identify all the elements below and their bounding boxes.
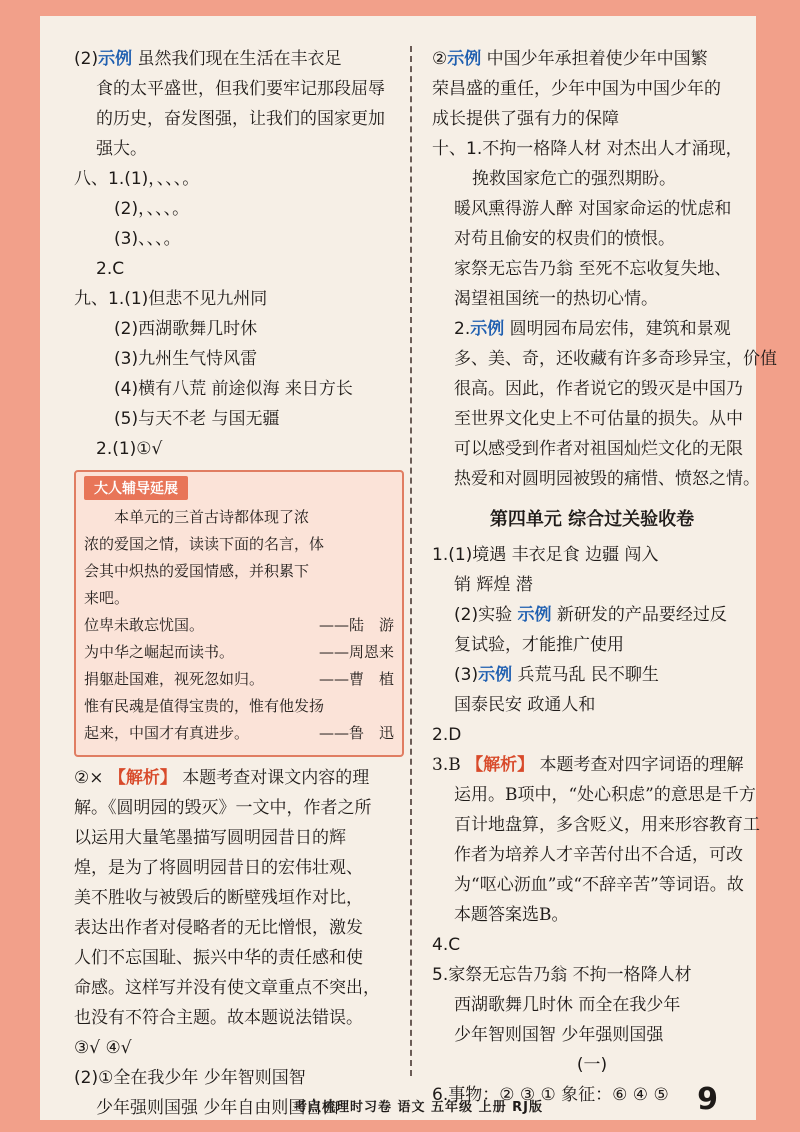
answer-line: (3)、、、。 — [114, 229, 181, 249]
answer-line: (3)九州生气恃风雷 — [114, 349, 258, 369]
analysis-tag: 【解析】 — [466, 755, 535, 775]
answer-line: 九、1.(1)但悲不见九州同 — [74, 289, 268, 309]
quote-line — [84, 720, 394, 747]
answer-line: 2.C — [96, 259, 125, 279]
answer-line: 西湖歌舞几时休 而全在我少年 — [454, 995, 681, 1015]
left-decorative-border — [14, 16, 40, 1120]
box-text: 来吧。 — [84, 589, 130, 607]
quote-author: ——陆 游 — [318, 616, 394, 634]
answer-line: 4.C — [432, 935, 461, 955]
answer-line: 复试验，才能推广使用 — [454, 635, 624, 655]
analysis-text: 本题考查对四字词语的理解 — [539, 755, 744, 775]
quote-line — [84, 639, 394, 666]
extension-box — [74, 470, 404, 757]
answer-line: 1.(1)境遇 丰衣足食 边疆 闯入 — [432, 545, 659, 565]
answer-line: 对苟且偷安的权贵们的愤恨。 — [454, 229, 675, 249]
answer-line: 挽救国家危亡的强烈期盼。 — [472, 169, 676, 189]
analysis-line: 命感。这样写并没有使文章重点不突出， — [74, 978, 380, 998]
left-column — [74, 44, 404, 1123]
quote-text: 位卑未敢忘忧国。 — [84, 616, 205, 634]
analysis-line: 煌，是为了将圆明园昔日的宏伟壮观、 — [74, 858, 363, 878]
footer-text: 考点梳理时习卷 语文 五年级 上册 RJ版 — [294, 1100, 543, 1115]
answer-line: 很高。因此，作者说它的毁灭是中国乃 — [454, 379, 743, 399]
quote-line — [84, 693, 394, 720]
unit-heading: 第四单元 综合过关验收卷 — [489, 509, 695, 530]
analysis-line: 运用。B项中，“处心积虑”的意思是千方 — [454, 785, 756, 805]
answer-line: (2)①全在我少年 少年智则国智 — [74, 1068, 306, 1088]
answer-line: 食的太平盛世，但我们要牢记那段屈辱 — [96, 79, 385, 99]
example-marker: 示例 — [478, 665, 513, 685]
answer-line: 八、1.(1)，、、、。 — [74, 169, 200, 189]
quote-text: 为中华之崛起而读书。 — [84, 643, 235, 661]
answer-line: 家祭无忘告乃翁 至死不忘收复失地、 — [454, 259, 732, 279]
page-sheet — [14, 16, 782, 1120]
analysis-line: 也没有不符合主题。故本题说法错误。 — [74, 1008, 363, 1028]
answer-line: 可以感受到作者对祖国灿烂文化的无限 — [454, 439, 743, 459]
column-divider — [410, 46, 412, 1076]
analysis-line: 美不胜收与被毁后的断壁残垣作对比， — [74, 888, 363, 908]
analysis-line: 作者为培养人才辛苦付出不合适，可改 — [454, 845, 743, 865]
answer-line: (2)实验 示例 新研发的产品要经过反 — [454, 605, 727, 625]
quote-line — [84, 666, 394, 693]
quote-author: ——鲁 迅 — [318, 724, 394, 742]
answer-line: (2)西湖歌舞几时休 — [114, 319, 258, 339]
answer-line: (5)与天不老 与国无疆 — [114, 409, 280, 429]
quote-text: 捐躯赴国难，视死忽如归。 — [84, 670, 265, 688]
answer-line: 热爱和对圆明园被毁的痛惜、愤怒之情。 — [454, 469, 760, 489]
box-text: 本单元的三首古诗都体现了浓 — [114, 508, 310, 526]
answer-line: 的历史，奋发图强，让我们的国家更加 — [96, 109, 385, 129]
example-marker: 示例 — [470, 319, 505, 339]
analysis-tag: 【解析】 — [108, 768, 177, 788]
subsection-label: (一) — [576, 1055, 608, 1075]
answer-line: 少年强则国强 少年自由则国自由 — [96, 1098, 340, 1118]
analysis-line: 表达出作者对侵略者的无比憎恨，激发 — [74, 918, 363, 938]
answer-line: ③√ ④√ — [74, 1038, 132, 1058]
analysis-line: 本题答案选B。 — [454, 905, 569, 925]
right-decorative-border — [756, 16, 782, 1120]
answer-line: 国泰民安 政通人和 — [454, 695, 596, 715]
extension-box-title: 大人辅导延展 — [84, 476, 188, 500]
answer-line: 至世界文化史上不可估量的损失。从中 — [454, 409, 743, 429]
quote-text: 惟有民魂是值得宝贵的，惟有他发扬 — [84, 697, 325, 715]
analysis-text: 本题考查对课文内容的理 — [182, 768, 370, 788]
analysis-first-line — [74, 763, 404, 793]
answer-line: 少年智则国智 少年强则国强 — [454, 1025, 664, 1045]
right-column — [432, 44, 777, 1110]
answer-line: (2)示例 虽然我们现在生活在丰衣足 — [74, 49, 342, 69]
analysis-line: 人们不忘国耻、振兴中华的责任感和使 — [74, 948, 363, 968]
answer-line: 2.D — [432, 725, 462, 745]
answer-line: 强大。 — [96, 139, 147, 159]
example-marker: 示例 — [98, 49, 133, 69]
analysis-line: 解。《圆明园的毁灭》一文中，作者之所 — [74, 798, 372, 818]
answer-line: (2)，、、、。 — [114, 199, 190, 219]
quote-text: 起来，中国才有真进步。 — [84, 724, 250, 742]
answer-line: 销 辉煌 潜 — [454, 575, 533, 595]
box-text: 会其中炽热的爱国情感，并积累下 — [84, 562, 310, 580]
analysis-lead: ②× — [74, 768, 104, 788]
answer-line: 暖风熏得游人醉 对国家命运的忧虑和 — [454, 199, 732, 219]
answer-line: ②示例 中国少年承担着使少年中国繁 — [432, 49, 708, 69]
answer-line: 2.示例 圆明园布局宏伟，建筑和景观 — [454, 319, 731, 339]
answer-line: 荣昌盛的重任，少年中国为中国少年的 — [432, 79, 721, 99]
analysis-line: 以运用大量笔墨描写圆明园昔日的辉 — [74, 828, 346, 848]
box-text: 浓的爱国之情，读读下面的名言，体 — [84, 535, 325, 553]
quote-author: ——曹 植 — [318, 670, 394, 688]
answer-line: 6.事物：② ③ ① 象征：⑥ ④ ⑤ — [432, 1085, 669, 1105]
answer-line: 渴望祖国统一的热切心情。 — [454, 289, 658, 309]
analysis-line: 为“呕心沥血”或“不辞辛苦”等词语。故 — [454, 875, 744, 895]
example-marker: 示例 — [517, 605, 552, 625]
answer-line: (4)横有八荒 前途似海 来日方长 — [114, 379, 353, 399]
answer-line: 5.家祭无忘告乃翁 不拘一格降人材 — [432, 965, 692, 985]
quote-author: ——周恩来 — [318, 643, 394, 661]
answer-line: (3)示例 兵荒马乱 民不聊生 — [454, 665, 659, 685]
quote-line — [84, 612, 394, 639]
answer-line: 多、美、奇，还收藏有许多奇珍异宝，价值 — [454, 349, 777, 369]
answer-line: 十、1.不拘一格降人材 对杰出人才涌现， — [432, 139, 743, 159]
example-marker: 示例 — [447, 49, 482, 69]
analysis-line: 百计地盘算，多含贬义，用来形容教育工 — [454, 815, 760, 835]
analysis-first-line — [432, 750, 752, 780]
answer-line: 成长提供了强有力的保障 — [432, 109, 619, 129]
analysis-lead: 3.B — [432, 755, 461, 775]
answer-line: 2.(1)①√ — [96, 439, 163, 459]
page-number: 9 — [697, 1082, 718, 1117]
